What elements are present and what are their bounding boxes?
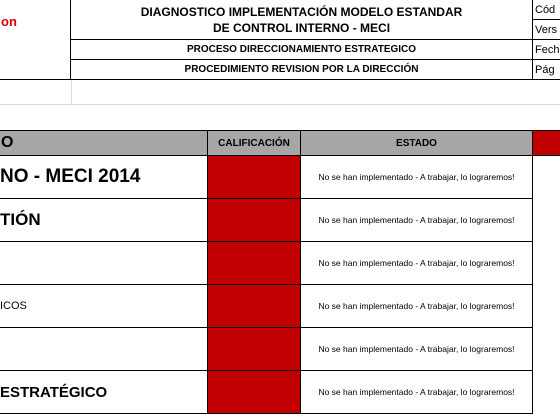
- column-header-label-text: O: [1, 134, 14, 151]
- table-row-label: NO - MECI 2014: [0, 156, 208, 199]
- side-label-version: Vers: [532, 20, 560, 40]
- column-header-calificacion-text: CALIFICACIÓN: [218, 137, 290, 149]
- column-header-estado: [301, 130, 533, 156]
- rating-cell: [208, 371, 301, 414]
- table-row-label: [0, 242, 208, 285]
- column-header-red-cell: [533, 130, 560, 156]
- table-row-label: ESTRATÉGICO: [0, 371, 208, 414]
- rating-cell: [208, 328, 301, 371]
- side-label-pagina: Pág: [532, 60, 560, 80]
- table-row-label: ICOS: [0, 285, 208, 328]
- rating-cell: [208, 199, 301, 242]
- estado-cell: No se han implementado - A trabajar, lo lograremos!: [301, 242, 533, 285]
- logo-text: on: [1, 14, 17, 29]
- header-logo-cell: [0, 0, 71, 80]
- column-header-label: [0, 130, 208, 156]
- column-header-calificacion: [208, 130, 301, 156]
- side-label-codigo: Cód: [532, 0, 560, 20]
- rating-cell: [208, 242, 301, 285]
- estado-cell: No se han implementado - A trabajar, lo lograremos!: [301, 285, 533, 328]
- estado-cell: No se han implementado - A trabajar, lo lograremos!: [301, 199, 533, 242]
- estado-cell: No se han implementado - A trabajar, lo lograremos!: [301, 371, 533, 414]
- header-procedure: PROCEDIMIENTO REVISION POR LA DIRECCIÓN: [71, 60, 532, 80]
- side-label-fecha: Fech: [532, 40, 560, 60]
- estado-cell: No se han implementado - A trabajar, lo lograremos!: [301, 156, 533, 199]
- table-row-label: TIÓN: [0, 199, 208, 242]
- header-title: DIAGNOSTICO IMPLEMENTACIÓN MODELO ESTANDAR DE CONTROL INTERNO - MECI: [71, 0, 532, 40]
- header-process: PROCESO DIRECCIONAMIENTO ESTRATEGICO: [71, 40, 532, 60]
- rating-cell: [208, 156, 301, 199]
- empty-row-line: [0, 104, 560, 105]
- estado-cell: No se han implementado - A trabajar, lo lograremos!: [301, 328, 533, 371]
- empty-col-line: [71, 80, 72, 104]
- rating-cell: [208, 285, 301, 328]
- column-header-estado-text: ESTADO: [396, 137, 437, 149]
- table-row-label: [0, 328, 208, 371]
